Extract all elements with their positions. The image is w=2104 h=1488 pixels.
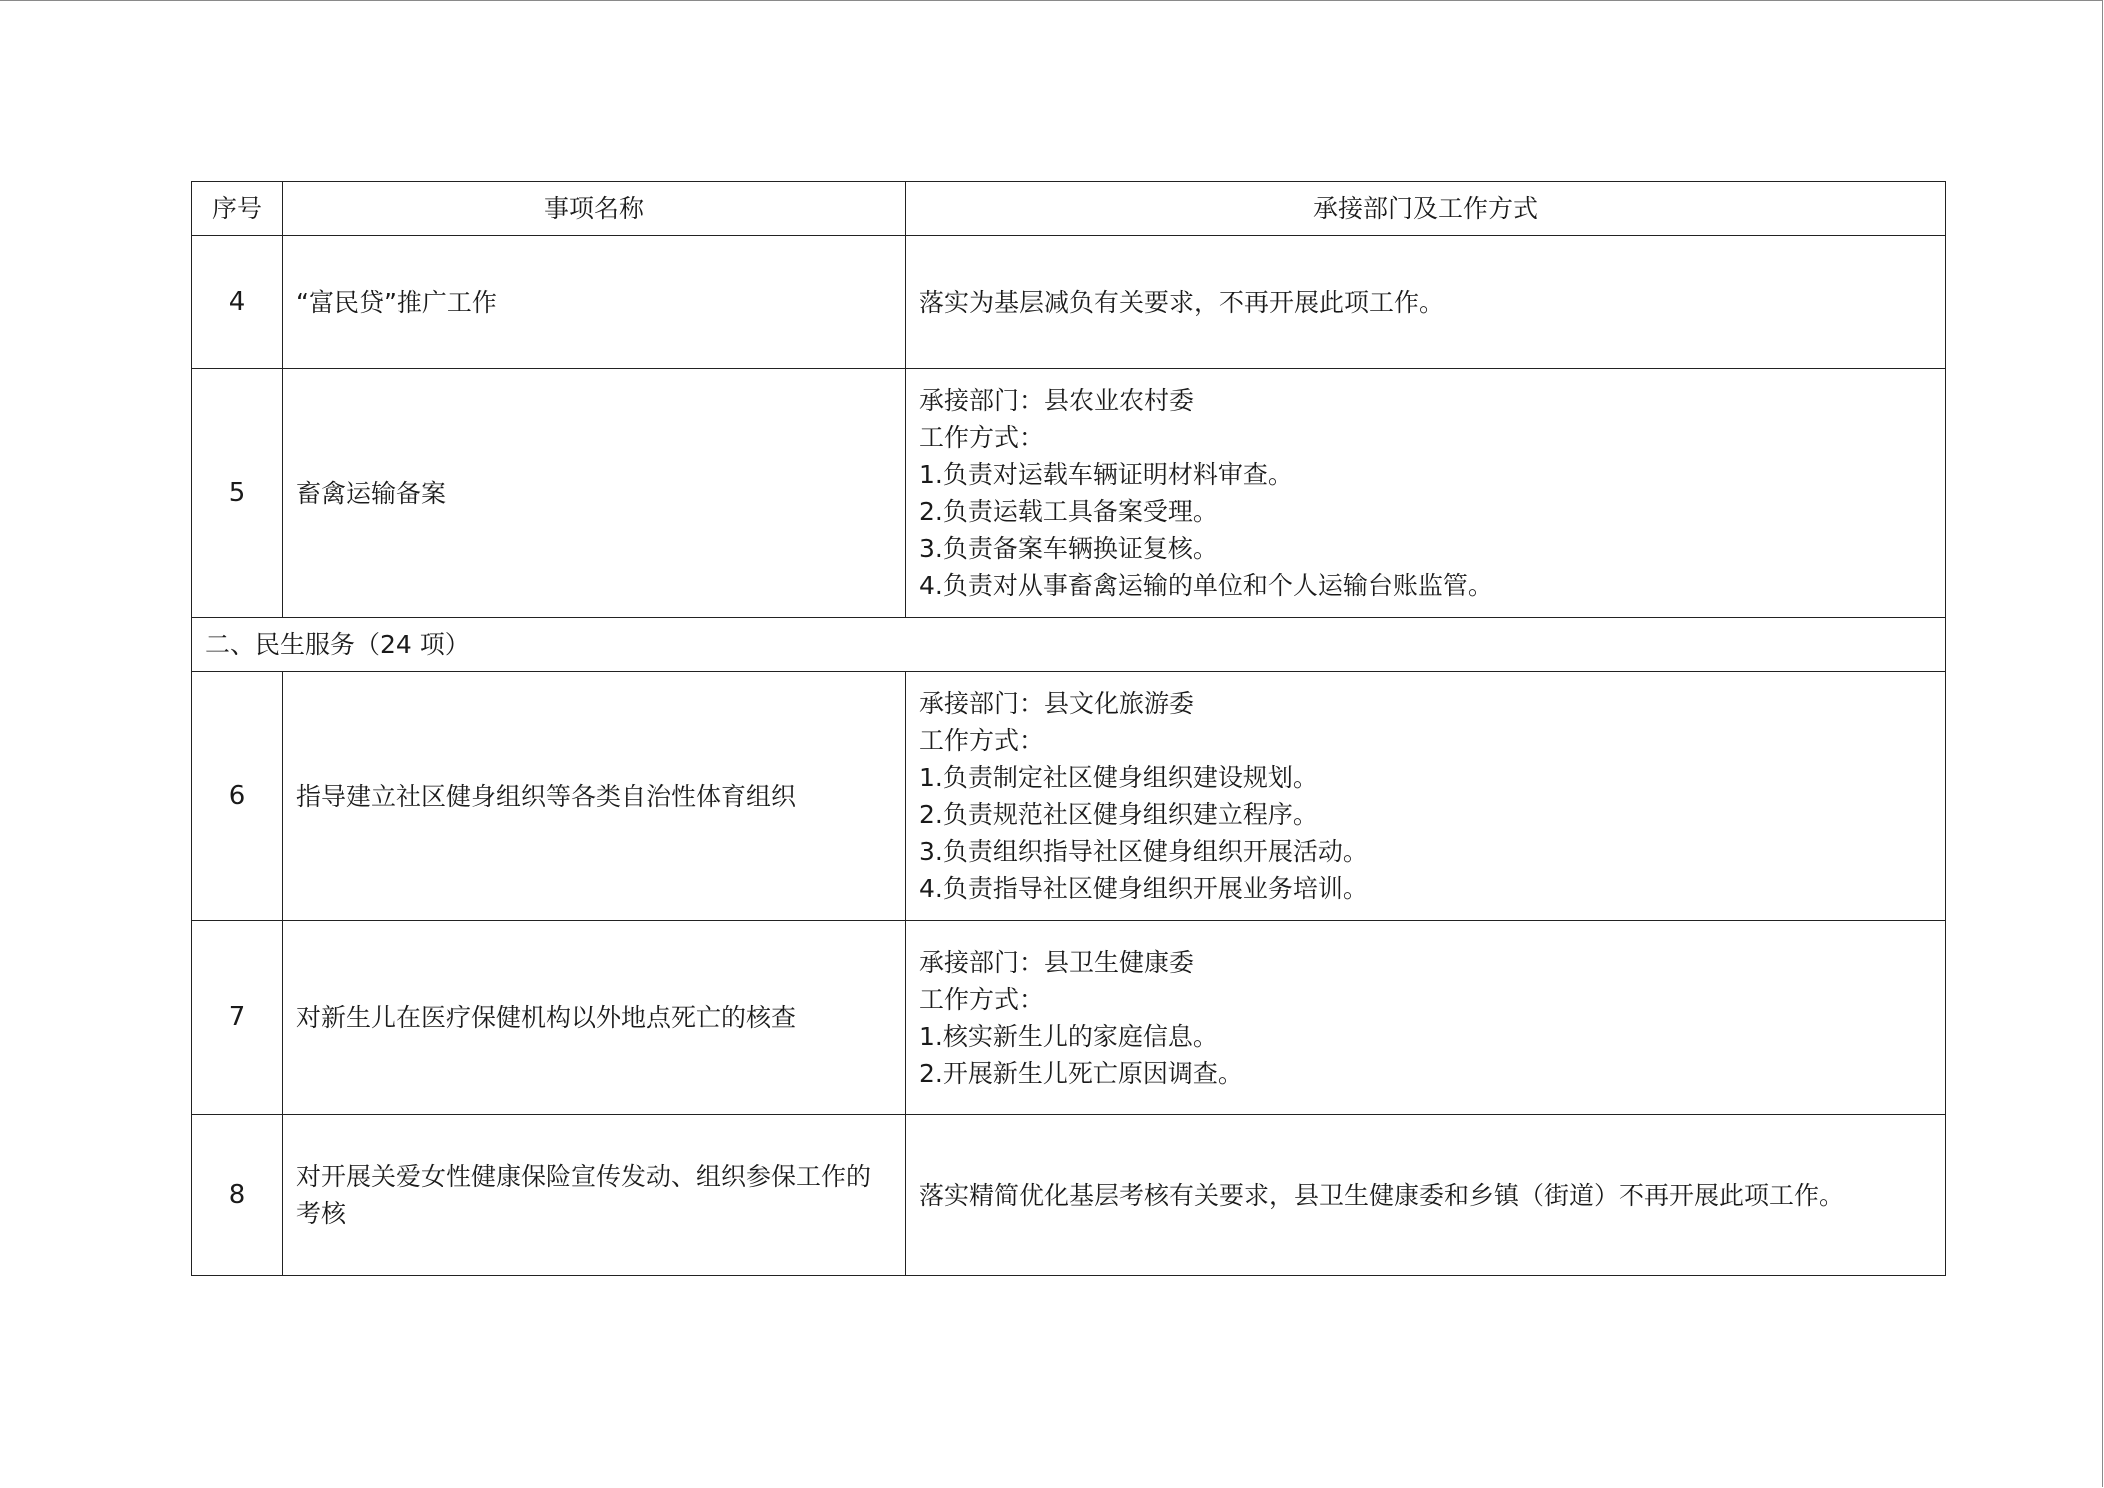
item-name-line: 考核 — [296, 1199, 347, 1228]
method-line: 1.核实新生儿的家庭信息。 — [919, 1021, 1218, 1051]
row-dept-method — [906, 369, 1946, 618]
row-dept-method — [906, 921, 1946, 1115]
row-seq: 5 — [192, 369, 283, 618]
row-item-name — [283, 1115, 906, 1276]
method-line: 落实为基层减负有关要求，不再开展此项工作。 — [919, 287, 1445, 317]
method-line: 4.负责指导社区健身组织开展业务培训。 — [919, 874, 1368, 903]
method-line: 3.负责组织指导社区健身组织开展活动。 — [919, 837, 1368, 866]
method-line: 2.开展新生儿死亡原因调查。 — [919, 1058, 1243, 1088]
row-item-name: 畜禽运输备案 — [283, 369, 906, 618]
method-line: 工作方式： — [919, 423, 1045, 452]
table-row — [192, 1115, 1946, 1276]
item-name-line: 对开展关爱女性健康保险宣传发动、组织参保工作的 — [296, 1162, 872, 1191]
method-line: 工作方式： — [919, 726, 1045, 755]
method-line: 3.负责备案车辆换证复核。 — [919, 534, 1218, 563]
row-seq: 6 — [192, 672, 283, 921]
table-row — [192, 921, 1946, 1115]
row-dept-method — [906, 236, 1946, 369]
method-line: 1.负责对运载车辆证明材料审查。 — [919, 460, 1293, 489]
row-item-name: 指导建立社区健身组织等各类自治性体育组织 — [283, 672, 906, 921]
method-line: 承接部门：县卫生健康委 — [919, 947, 1195, 977]
method-line: 承接部门：县文化旅游委 — [919, 689, 1195, 718]
items-table — [191, 181, 1946, 1276]
method-line: 落实精简优化基层考核有关要求，县卫生健康委和乡镇（街道）不再开展此项工作。 — [919, 1180, 1845, 1210]
row-seq: 8 — [192, 1115, 283, 1276]
method-line: 4.负责对从事畜禽运输的单位和个人运输台账监管。 — [919, 571, 1493, 600]
method-line: 工作方式： — [919, 984, 1045, 1014]
row-dept-method — [906, 672, 1946, 921]
method-line: 承接部门：县农业农村委 — [919, 386, 1195, 415]
section-row — [192, 618, 1946, 672]
row-item-name: “富民贷”推广工作 — [283, 236, 906, 369]
table-row — [192, 369, 1946, 618]
row-seq: 4 — [192, 236, 283, 369]
row-seq: 7 — [192, 921, 283, 1115]
row-dept-method — [906, 1115, 1946, 1276]
table-header-row — [192, 182, 1946, 236]
header-seq: 序号 — [192, 182, 283, 236]
table-row — [192, 236, 1946, 369]
row-item-name: 对新生儿在医疗保健机构以外地点死亡的核查 — [283, 921, 906, 1115]
header-dept-method: 承接部门及工作方式 — [906, 182, 1946, 236]
method-line: 2.负责运载工具备案受理。 — [919, 497, 1218, 526]
table-row — [192, 672, 1946, 921]
header-item-name: 事项名称 — [283, 182, 906, 236]
method-line: 1.负责制定社区健身组织建设规划。 — [919, 763, 1318, 792]
section-title: 二、民生服务（24 项） — [192, 618, 1946, 672]
method-line: 2.负责规范社区健身组织建立程序。 — [919, 800, 1318, 829]
